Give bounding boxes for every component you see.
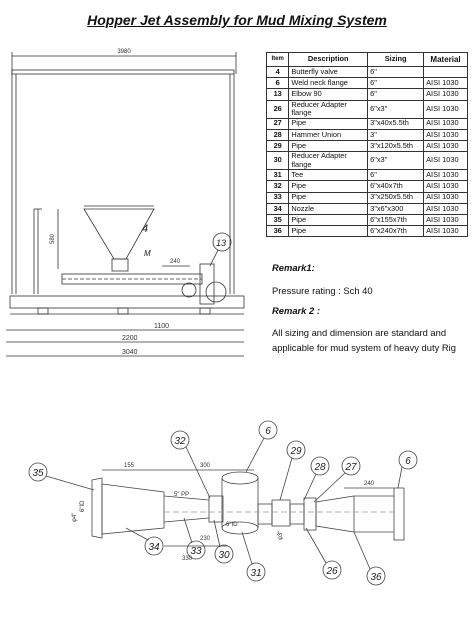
item-cell: 13 (267, 89, 289, 100)
dim-3040: 3040 (122, 349, 138, 356)
material-cell: AISI 1030 (424, 170, 468, 181)
material-cell (424, 67, 468, 78)
description-cell: Reducer Adapter flange (289, 152, 368, 170)
dim-240: 240 (170, 259, 181, 265)
table-row (267, 226, 468, 237)
table-row (267, 129, 468, 140)
dim-phi4: φ4" (72, 512, 78, 522)
parts-table (266, 52, 468, 237)
sizing-cell: 6"x240x7th (368, 226, 424, 237)
callout-36: 36 (370, 572, 382, 583)
callout-6-right: 6 (405, 456, 411, 467)
sizing-cell: 6"x155x7th (368, 214, 424, 225)
table-row (267, 89, 468, 100)
jet-nozzle-exploded-view (14, 400, 464, 630)
description-cell: Pipe (289, 192, 368, 203)
table-row (267, 192, 468, 203)
table-row (267, 140, 468, 151)
callout-34: 34 (148, 542, 160, 553)
material-cell: AISI 1030 (424, 203, 468, 214)
dim-240-diffuser: 240 (364, 481, 375, 487)
remark-2-text: All sizing and dimension are standard and applicable for mud system of heavy duty Rig (272, 327, 456, 353)
table-row (267, 203, 468, 214)
label-m: M (144, 249, 151, 258)
callout-30: 30 (218, 550, 230, 561)
sizing-cell: 6"x3" (368, 100, 424, 118)
sizing-cell: 6" (368, 78, 424, 89)
item-cell: 31 (267, 170, 289, 181)
item-cell: 30 (267, 152, 289, 170)
sizing-cell: 3"x120x5.5th (368, 140, 424, 151)
item-cell: 6 (267, 78, 289, 89)
table-row (267, 118, 468, 129)
dim-2200: 2200 (122, 335, 138, 342)
material-cell: AISI 1030 (424, 129, 468, 140)
description-cell: Pipe (289, 226, 368, 237)
material-cell: AISI 1030 (424, 226, 468, 237)
table-row (267, 67, 468, 78)
col-material: Material (424, 53, 468, 67)
table-row (267, 170, 468, 181)
sizing-cell: 6" (368, 170, 424, 181)
sizing-cell: 3"x6"x300 (368, 203, 424, 214)
remark-2-label: Remark 2 : (272, 305, 320, 316)
col-description: Description (289, 53, 368, 67)
description-cell: Pipe (289, 181, 368, 192)
dim-1100: 1100 (154, 323, 170, 330)
table-row (267, 152, 468, 170)
dim-300: 300 (200, 463, 211, 469)
description-cell: Weld neck flange (289, 78, 368, 89)
callout-26: 26 (326, 566, 338, 577)
item-cell: 33 (267, 192, 289, 203)
description-cell: Tee (289, 170, 368, 181)
item-cell: 4 (267, 67, 289, 78)
sizing-cell: 6"x3" (368, 152, 424, 170)
material-cell: AISI 1030 (424, 192, 468, 203)
material-cell: AISI 1030 (424, 214, 468, 225)
callout-29: 29 (290, 446, 302, 457)
description-cell: Reducer Adapter flange (289, 100, 368, 118)
col-item: Item (267, 53, 289, 67)
material-cell: AISI 1030 (424, 89, 468, 100)
sizing-cell: 6" (368, 67, 424, 78)
callout-35: 35 (32, 468, 44, 479)
material-cell: AISI 1030 (424, 78, 468, 89)
dim-155: 155 (124, 463, 135, 469)
item-cell: 29 (267, 140, 289, 151)
description-cell: Pipe (289, 214, 368, 225)
table-row (267, 78, 468, 89)
remark-1-text: Pressure rating : Sch 40 (272, 285, 373, 296)
dim-hopper-height: 580 (50, 233, 56, 244)
page-title: Hopper Jet Assembly for Mud Mixing System (87, 12, 387, 28)
callout-13: 13 (216, 238, 227, 248)
item-cell: 32 (267, 181, 289, 192)
callout-4: 4 (142, 223, 149, 235)
description-cell: Hammer Union (289, 129, 368, 140)
dim-5pp: 5" PP (174, 492, 190, 498)
sizing-cell: 3"x250x5.5th (368, 192, 424, 203)
dim-6id-inlet: 6"ID (80, 500, 86, 512)
callout-32: 32 (174, 436, 186, 447)
item-cell: 34 (267, 203, 289, 214)
material-cell: AISI 1030 (424, 181, 468, 192)
callout-28: 28 (314, 462, 326, 473)
item-cell: 26 (267, 100, 289, 118)
table-row (267, 100, 468, 118)
description-cell: Nozzle (289, 203, 368, 214)
item-cell: 28 (267, 129, 289, 140)
item-cell: 35 (267, 214, 289, 225)
description-cell: Elbow 90 (289, 89, 368, 100)
callout-6-top: 6 (265, 426, 271, 437)
col-sizing: Sizing (368, 53, 424, 67)
material-cell: AISI 1030 (424, 140, 468, 151)
dim-230: 230 (200, 536, 211, 542)
description-cell: Butterfly valve (289, 67, 368, 78)
material-cell: AISI 1030 (424, 118, 468, 129)
sizing-cell: 6" (368, 89, 424, 100)
sizing-cell: 6"x40x7th (368, 181, 424, 192)
callout-31: 31 (250, 568, 262, 579)
hopper-assembly-side-view (4, 44, 260, 374)
description-cell: Pipe (289, 140, 368, 151)
material-cell: AISI 1030 (424, 100, 468, 118)
table-row (267, 181, 468, 192)
dim-phi3: φ3" (278, 530, 284, 540)
description-cell: Pipe (289, 118, 368, 129)
item-cell: 36 (267, 226, 289, 237)
material-cell: AISI 1030 (424, 152, 468, 170)
sizing-cell: 3" (368, 129, 424, 140)
dim-overall-width: 3980 (117, 49, 131, 55)
callout-27: 27 (345, 462, 357, 473)
dim-6id-tee: 6"ID (226, 522, 238, 528)
sizing-cell: 3"x40x5.5th (368, 118, 424, 129)
dim-330: 330 (182, 556, 193, 562)
item-cell: 27 (267, 118, 289, 129)
remark-1-label: Remark1: (272, 262, 315, 273)
callout-33: 33 (190, 546, 202, 557)
table-row (267, 214, 468, 225)
